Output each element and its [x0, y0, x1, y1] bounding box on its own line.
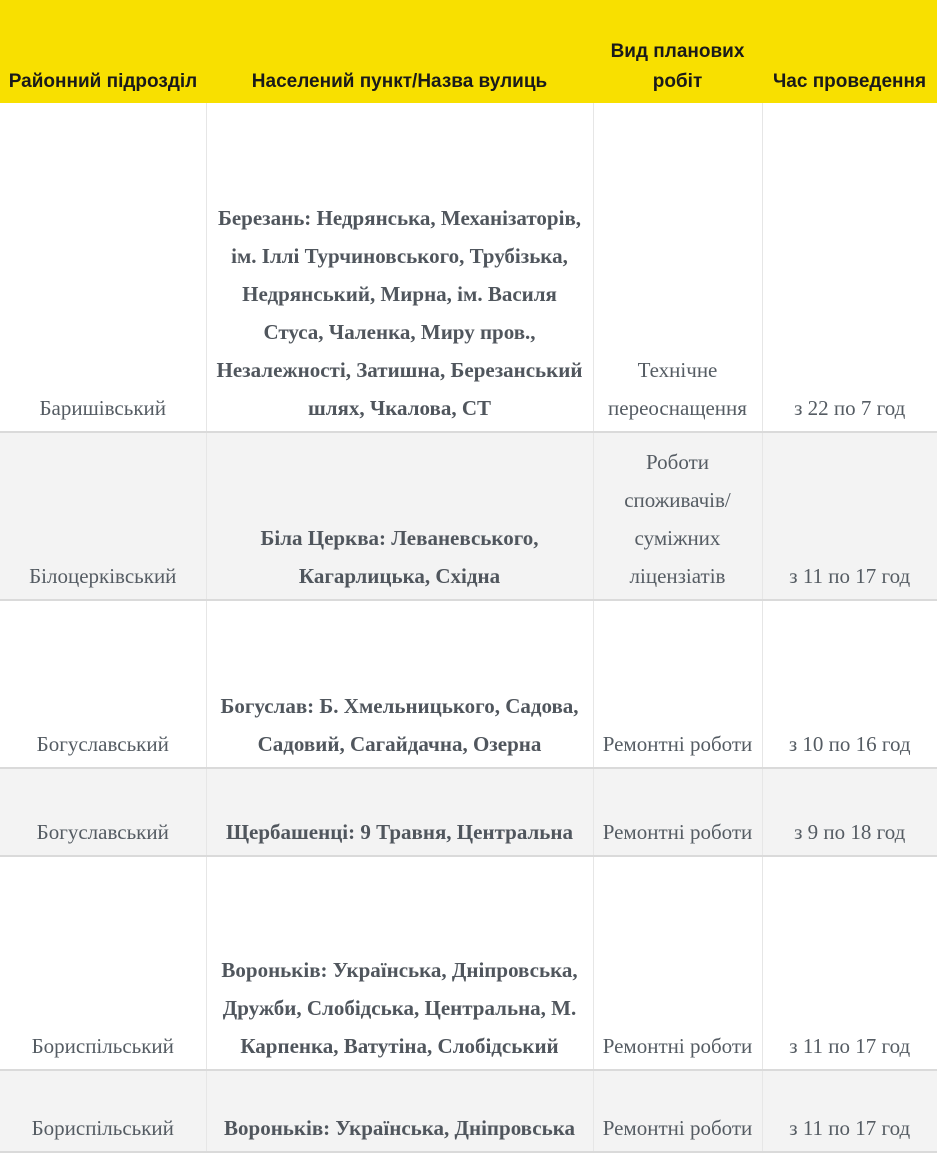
cell-work-type: Ремонтні роботи	[593, 856, 762, 1070]
header-row	[0, 0, 937, 103]
cell-locality: Березань: Недрянська, Механізаторів, ім. Іллі Турчиновського, Трубізька, Недрянський, Мирна, ім. Василя Стуса, Чаленка, Миру пров., Незалежності, Затишна, Березанський шлях, Чкалова, СТ	[206, 103, 593, 432]
cell-district: Бориспільський	[0, 856, 206, 1070]
table-row	[0, 768, 937, 856]
cell-work-type: Ремонтні роботи	[593, 1070, 762, 1152]
cell-work-type: Технічне переоснащення	[593, 103, 762, 432]
cell-district: Бориспільський	[0, 1070, 206, 1152]
cell-time: з 10 по 16 год	[762, 600, 937, 768]
cell-locality: Вороньків: Українська, Дніпровська, Дружби, Слобідська, Центральна, М. Карпенка, Ватутіна, Слобідський	[206, 856, 593, 1070]
header-district: Районний підрозділ	[8, 71, 198, 92]
cell-locality: Біла Церква: Леваневського, Кагарлицька, Східна	[206, 432, 593, 600]
header-work-type: Вид планових робіт	[610, 41, 745, 92]
table-row	[0, 103, 937, 432]
table-row	[0, 600, 937, 768]
table-row	[0, 856, 937, 1070]
cell-work-type: Ремонтні роботи	[593, 600, 762, 768]
cell-time: з 11 по 17 год	[762, 856, 937, 1070]
cell-district: Богуславський	[0, 768, 206, 856]
cell-time: з 11 по 17 год	[762, 432, 937, 600]
cell-locality: Вороньків: Українська, Дніпровська	[206, 1070, 593, 1152]
cell-locality: Щербашенці: 9 Травня, Центральна	[206, 768, 593, 856]
cell-locality: Богуслав: Б. Хмельницького, Садова, Садовий, Сагайдачна, Озерна	[206, 600, 593, 768]
cell-district: Білоцерківський	[0, 432, 206, 600]
cell-district: Богуславський	[0, 600, 206, 768]
cell-time: з 11 по 17 год	[762, 1070, 937, 1152]
header-locality: Населений пункт/Назва вулиць	[251, 71, 548, 92]
table-body	[0, 103, 937, 1152]
table-header	[0, 0, 937, 103]
cell-work-type: Ремонтні роботи	[593, 768, 762, 856]
header-time: Час проведення	[772, 71, 927, 92]
cell-work-type: Роботи споживачів/ суміжних ліцензіатів	[593, 432, 762, 600]
table-row	[0, 432, 937, 600]
cell-time: з 9 по 18 год	[762, 768, 937, 856]
cell-district: Баришівський	[0, 103, 206, 432]
table-row	[0, 1070, 937, 1152]
cell-time: з 22 по 7 год	[762, 103, 937, 432]
